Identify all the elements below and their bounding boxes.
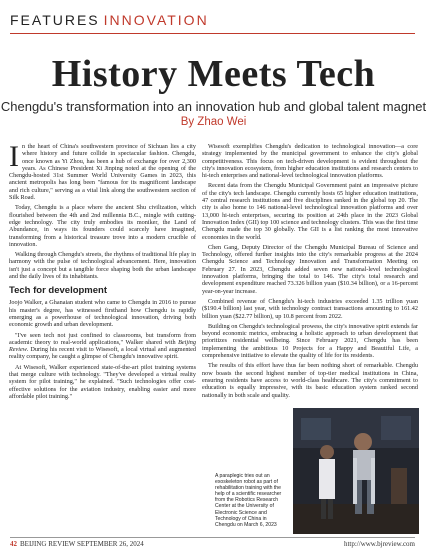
paragraph: Walking through Chengdu's streets, the rhythms of traditional life play in harmony with the pulse of technological advancement. Here, innovation isn't just a concept but a tangible force shaping both the urban landscape and the daily lives of its inhabitants. xyxy=(9,251,196,281)
left-column xyxy=(9,140,196,403)
photo-caption: A paraplegic tries out an exoskeleton robot as part of rehabilitation training with the help of a scientific researcher from the Robotics Research Center at the University of Electronic Science and Technology of China in Chengdu on March 6, 2023 xyxy=(215,473,282,528)
paragraph: "I've seen tech not just confined to classrooms, but transform from academic theory to real-world applications," Walker shared with Beijing Review. During his recent visit to Wisesoft, a local virtual and augmented reality company, he caught a glimpse of Chengdu's innovative spirit. xyxy=(9,331,196,361)
footer-rule xyxy=(10,537,415,538)
paragraph: Today, Chengdu is a place where the ancient Shu civilization, which flourished between the 4th and 2nd millennia B.C., mingle with cutting-edge technology. The city truly embodies its moniker, the Land of Abundance, in ways its founders could scarcely have imagined, transforming from a historical treasure trove into a modern crucible of innovation. xyxy=(9,204,196,248)
footer-url: http://www.bjreview.com xyxy=(343,540,415,548)
subheading: Tech for development xyxy=(9,285,108,297)
paragraph: In the heart of China's southwestern province of Sichuan lies a city where history and future collide in spectacular fashion. Chengdu, once known as Yi Zhou, has been a hub of exchange for over 2,300 years. As Chinese President Xi Jinping noted at the opening of the Chengdu-hosted 31st Summer World University Games in 2023, this ancient metropolis has long been "famous for its magnificent landscape and rich culture," serving as a vital link along the southwestern section of Silk Road. xyxy=(9,140,196,202)
section-header xyxy=(10,12,415,30)
section-rule xyxy=(10,33,415,34)
page-number: 42 xyxy=(10,540,17,548)
section-sublabel: INNOVATION xyxy=(103,12,209,28)
publication-line: BEIJING REVIEW SEPTEMBER 26, 2024 xyxy=(20,540,144,548)
article-byline: By Zhao Wei xyxy=(180,116,247,128)
article-title: History Meets Tech xyxy=(51,53,376,95)
paragraph: At Wisesoft, Walker experienced state-of-the-art pilot training systems that merge culture with technology. "They've developed a virtual reality system for pilot training," he explained. "Such technologies offer cost-effective solutions for the aviation industry, enabling easier and more affordable pilot training." xyxy=(9,363,196,400)
right-column xyxy=(202,143,418,402)
paragraph: The results of this effort have thus far been nothing short of remarkable. Chengdu now boasts the second highest number of top-tier medical institutions in China, ensuring residents have access to world-class healthcare. The city's commitment to education is equally impressive, with its basic education system ranked second nationally in both scale and quality. xyxy=(202,362,418,399)
exoskeleton-photo-illustration xyxy=(293,408,419,534)
paragraph: Chen Gang, Deputy Director of the Chengdu Municipal Bureau of Science and Technology, offered further insights into the city's remarkable progress at the 2024 Chengdu Science and Technology Innovation and Transformation Meeting on February 27. In 2023, Chengdu added seven new national-level technological innovation platforms, bringing the total to 146. The city's total research and development expenditure reached 73.326 billion yuan ($10.34 billion), or a 16-percent year-on-year increase. xyxy=(202,243,418,295)
footer-left xyxy=(10,540,144,548)
article-photo xyxy=(293,408,419,534)
article-subtitle: Chengdu's transformation into an innovation hub and global talent magnet xyxy=(0,99,427,114)
section-label: FEATURES xyxy=(10,12,100,28)
paragraph: Wisesoft exemplifies Chengdu's dedication to technological innovation—a core strategy implemented by the municipal government to enhance the city's global competitiveness. This focus on tech-driven development is evident throughout the city's innovation ecosystem, from higher education institutions and research centers to hi-tech enterprises and national-level technological innovation platforms. xyxy=(202,143,418,180)
paragraph: Joojo Walker, a Ghanaian student who came to Chengdu in 2016 to pursue his master's degree, has witnessed firsthand how Chengdu is rapidly emerging as a powerhouse of technological innovation, driving both economic growth and urban development. xyxy=(9,299,196,329)
paragraph: Combined revenue of Chengdu's hi-tech industries exceeded 1.35 trillion yuan ($190.4 billion) last year, with technology contract transactions amounting to 161.42 billion yuan ($22.77 billion), up 10.8 percent from 2022. xyxy=(202,297,418,320)
publication-name: Beijing Review xyxy=(9,338,196,354)
paragraph: Building on Chengdu's technological prowess, the city's innovative spirit extends far beyond economic metrics, embracing a holistic approach to urban development that prioritizes residential wellbeing. Since February 2021, Chengdu has been implementing the ambitious 10 Projects for a Happy and Beautiful Life, a comprehensive initiative to elevate the quality of life for its residents. xyxy=(202,322,418,360)
drop-cap: I xyxy=(9,140,19,173)
paragraph: Recent data from the Chengdu Municipal Government paint an impressive picture of the city's tech landscape. Chengdu currently hosts 65 higher education institutions, 47 central research institutions and five disciplines ranked in the global top 20. The city is also home to 146 national-level technological innovation platforms and over 13,000 hi-tech enterprises, securing its position at 24th place in the 2023 Global Innovation Index (GII) top 100 science and technology clusters. This was the first time Chengdu made the top 30 globally. The GII is a list ranking the most innovative economies in the world. xyxy=(202,182,418,241)
